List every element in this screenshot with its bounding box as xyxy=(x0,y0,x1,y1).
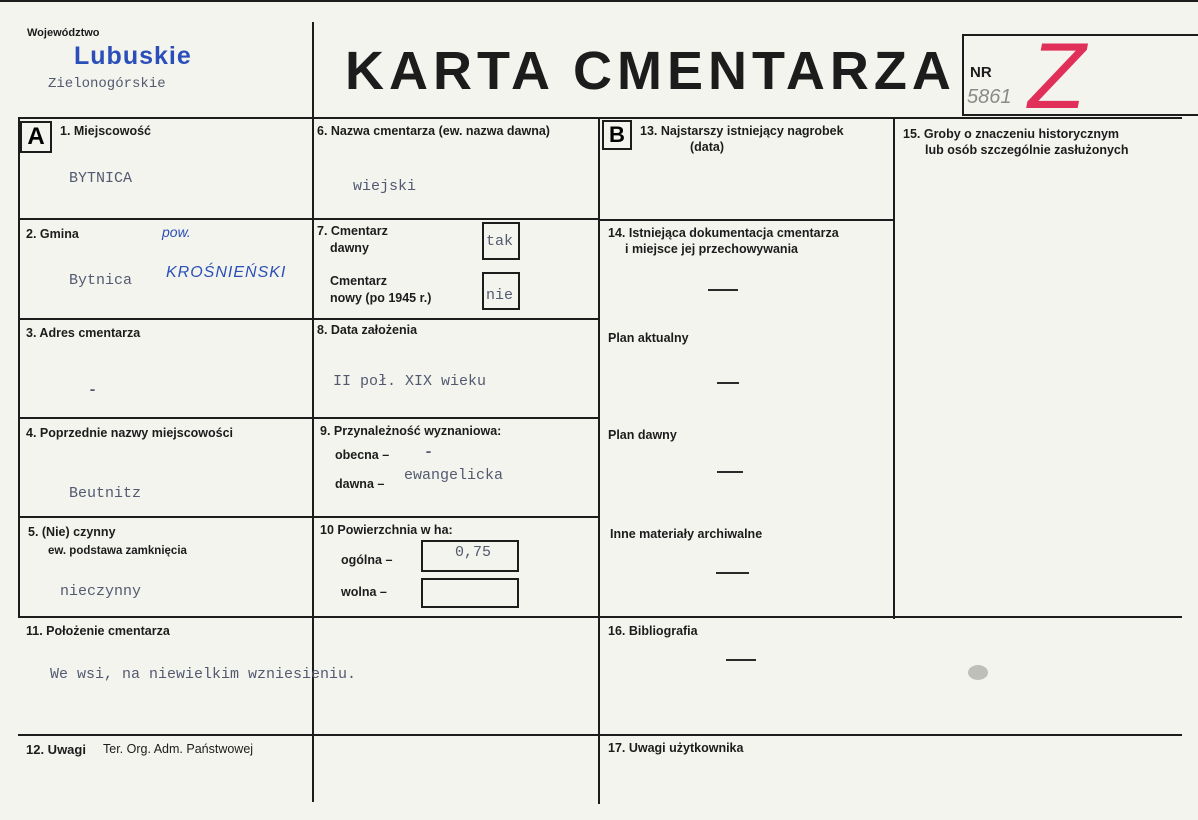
section-b-badge: B xyxy=(602,120,632,150)
founding-date-label: 8. Data założenia xyxy=(317,323,418,337)
row-line-6 xyxy=(18,734,1182,736)
cemetery-name-label: 6. Nazwa cmentarza (ew. nazwa dawna) xyxy=(317,124,550,138)
old-cemetery-box xyxy=(482,222,520,260)
area-free-label: wolna – xyxy=(341,585,387,599)
founding-date-value: II poł. XIX wieku xyxy=(333,373,487,390)
commune-value: Bytnica xyxy=(69,272,133,289)
number-label: NR xyxy=(970,64,992,81)
area-total-label: ogólna – xyxy=(341,553,393,567)
commune-label: 2. Gmina xyxy=(26,227,79,241)
oldest-gravestone-label: 13. Najstarszy istniejący nagrobek xyxy=(640,124,844,138)
former-plan-dash xyxy=(717,471,743,473)
bibliography-label: 16. Bibliografia xyxy=(608,624,698,638)
row-line-1 xyxy=(18,218,598,220)
historic-graves-label: 15. Groby o znaczeniu historycznym xyxy=(903,127,1120,141)
number-letter: Z xyxy=(1028,23,1086,128)
voivodeship-value: Lubuskie xyxy=(74,42,192,70)
denomination-former-value: ewangelicka xyxy=(404,467,504,484)
new-cemetery-box xyxy=(482,272,520,310)
old-cemetery-sublabel: dawny xyxy=(330,241,369,255)
row-line-3 xyxy=(18,417,598,419)
card-title: KARTA CMENTARZA xyxy=(345,41,956,101)
historic-graves-sublabel: lub osób szczególnie zasłużonych xyxy=(925,143,1129,157)
current-plan-dash xyxy=(717,382,739,384)
old-cemetery-value: tak xyxy=(486,233,514,250)
voivodeship-old-value: Zielonogórskie xyxy=(48,76,166,92)
address-value: - xyxy=(88,382,98,399)
left-border xyxy=(18,117,20,617)
documentation-label: 14. Istniejąca dokumentacja cmentarza xyxy=(608,226,839,240)
new-cemetery-value: nie xyxy=(486,287,514,304)
denomination-current-label: obecna – xyxy=(335,448,390,462)
denomination-label: 9. Przynależność wyznaniowa: xyxy=(320,424,502,438)
row-line-5 xyxy=(18,616,1182,618)
row-line-2 xyxy=(18,318,598,320)
denomination-current-value: - xyxy=(424,444,434,461)
new-cemetery-sublabel: nowy (po 1945 r.) xyxy=(330,291,432,305)
oldest-gravestone-sublabel: (data) xyxy=(690,140,725,154)
row-line-b1 xyxy=(600,219,893,221)
column-divider-3 xyxy=(893,117,895,619)
location-label: 11. Położenie cmentarza xyxy=(26,624,170,638)
area-free-box xyxy=(421,578,519,608)
address-label: 3. Adres cmentarza xyxy=(26,326,141,340)
documentation-sublabel: i miejsce jej przechowywania xyxy=(625,242,798,256)
other-archives-label: Inne materiały archiwalne xyxy=(610,527,763,541)
denomination-former-label: dawna – xyxy=(335,477,385,491)
area-total-value: 0,75 xyxy=(455,544,492,561)
remarks-value: Ter. Org. Adm. Państwowej xyxy=(103,742,254,756)
county-label: pow. xyxy=(162,224,191,240)
active-status-value: nieczynny xyxy=(60,583,142,600)
old-cemetery-label: 7. Cmentarz xyxy=(317,224,388,238)
locality-value: BYTNICA xyxy=(69,170,133,187)
row-line-4 xyxy=(18,516,598,518)
documentation-dash xyxy=(708,289,738,291)
section-a-badge: A xyxy=(20,121,52,153)
ink-smudge xyxy=(968,665,988,680)
area-total-box xyxy=(421,540,519,572)
county-value: KROŚNIEŃSKI xyxy=(166,264,287,281)
former-plan-label: Plan dawny xyxy=(608,428,677,442)
area-label: 10 Powierzchnia w ha: xyxy=(320,523,453,537)
user-remarks-label: 17. Uwagi użytkownika xyxy=(608,741,744,755)
current-plan-label: Plan aktualny xyxy=(608,331,689,345)
new-cemetery-label: Cmentarz xyxy=(330,274,387,288)
location-value: We wsi, na niewielkim wzniesieniu. xyxy=(50,666,357,683)
bibliography-dash xyxy=(726,659,756,661)
header-bottom-line xyxy=(18,117,1182,119)
voivodeship-label: Województwo xyxy=(27,27,100,39)
column-divider-1 xyxy=(312,22,314,802)
locality-label: 1. Miejscowość xyxy=(60,124,152,138)
previous-names-label: 4. Poprzednie nazwy miejscowości xyxy=(26,426,234,440)
remarks-label: 12. Uwagi xyxy=(26,742,86,757)
cemetery-name-value: wiejski xyxy=(353,178,417,195)
number-value: 5861 xyxy=(967,86,1012,108)
other-archives-dash xyxy=(716,572,749,574)
active-status-label: 5. (Nie) czynny xyxy=(28,525,116,539)
card-top-edge xyxy=(0,0,1198,2)
closure-basis-label: ew. podstawa zamknięcia xyxy=(48,545,187,557)
previous-names-value: Beutnitz xyxy=(69,485,142,502)
